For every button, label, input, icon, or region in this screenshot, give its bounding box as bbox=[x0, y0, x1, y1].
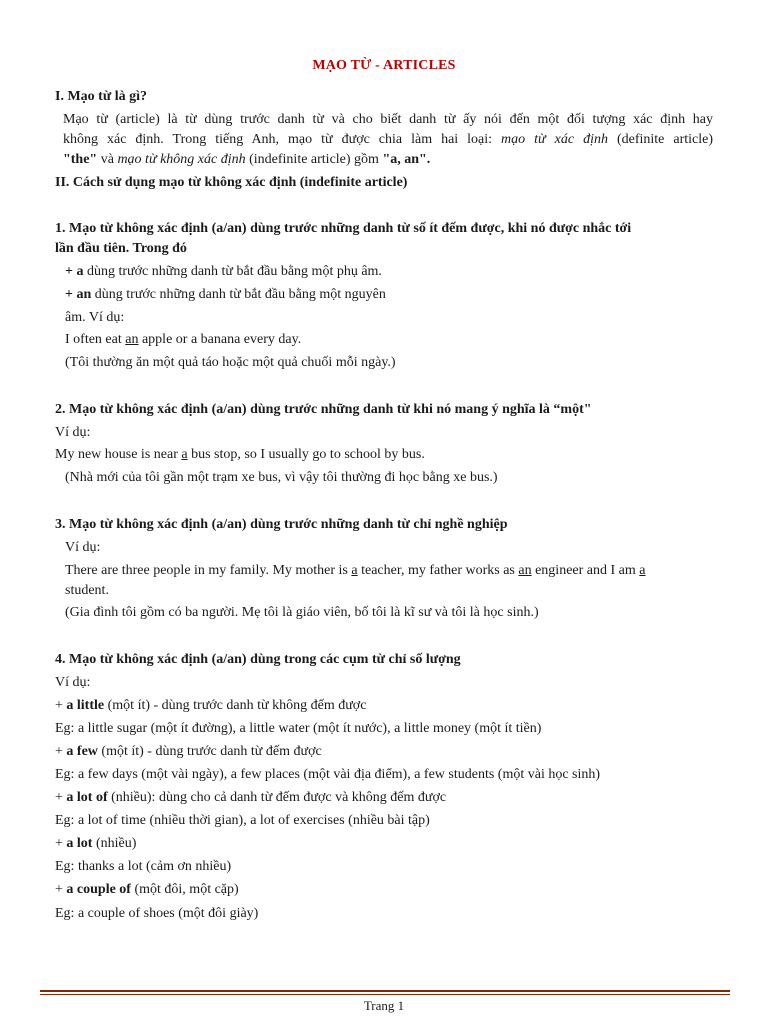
s1-paragraph-line-3: "the" và mạo từ không xác định (indefinite article) gồm "a, an". bbox=[63, 152, 431, 167]
quantity-example: Eg: a few days (một vài ngày), a few places (một vài địa điểm), a few students (một vài học sinh) bbox=[55, 767, 601, 782]
section-1-heading: I. Mạo từ là gì? bbox=[55, 89, 148, 104]
page-title: MẠO TỪ - ARTICLES bbox=[312, 58, 456, 73]
footer-divider bbox=[40, 990, 730, 992]
rule-3-example: There are three people in my family. My mother is a teacher, my father works as an engineer and I am a bbox=[65, 563, 646, 578]
page-number: Trang 1 bbox=[363, 998, 405, 1013]
rule-2-example: My new house is near a bus stop, so I usually go to school by bus. bbox=[55, 447, 425, 462]
rule-2-heading: 2. Mạo từ không xác định (a/an) dùng trước những danh từ khi nó mang ý nghĩa là “một" bbox=[55, 402, 592, 417]
quantity-example: Eg: a lot of time (nhiều thời gian), a lot of exercises (nhiều bài tập) bbox=[55, 813, 430, 828]
quantity-example: Eg: a couple of shoes (một đôi giày) bbox=[55, 906, 259, 921]
rule-1-heading-line-1: 1. Mạo từ không xác định (a/an) dùng trước những danh từ số ít đếm được, khi nó được nhắc tới bbox=[55, 221, 632, 236]
quantity-item: + a few (một ít) - dùng trước danh từ đếm được bbox=[55, 744, 322, 759]
section-2-heading: II. Cách sử dụng mạo từ không xác định (indefinite article) bbox=[55, 175, 408, 190]
footer-divider-thin bbox=[40, 994, 730, 995]
quantity-example: Eg: thanks a lot (cảm ơn nhiều) bbox=[55, 859, 232, 874]
rule-2-translation: (Nhà mới của tôi gần một trạm xe bus, vì vậy tôi thường đi học bằng xe bus.) bbox=[65, 470, 498, 485]
rule-3-example-cont: student. bbox=[65, 583, 109, 598]
s1-paragraph-line-2: không xác định. Trong tiếng Anh, mạo từ được chia làm hai loại: mạo từ xác định (definite article) bbox=[63, 132, 714, 147]
quantity-item: + a couple of (một đôi, một cặp) bbox=[55, 882, 239, 897]
quantity-example: Eg: a little sugar (một ít đường), a little water (một ít nước), a little money (một ít tiền) bbox=[55, 721, 542, 736]
rule-2-example-label: Ví dụ: bbox=[55, 425, 91, 440]
rule-4-heading: 4. Mạo từ không xác định (a/an) dùng trong các cụm từ chỉ số lượng bbox=[55, 652, 461, 667]
rule-1-an-usage: + an dùng trước những danh từ bắt đầu bằng một nguyên bbox=[65, 287, 386, 302]
rule-1-translation: (Tôi thường ăn một quả táo hoặc một quả chuối mỗi ngày.) bbox=[65, 355, 396, 370]
quantity-item: + a lot (nhiều) bbox=[55, 836, 137, 851]
rule-4-example-label: Ví dụ: bbox=[55, 675, 91, 690]
rule-1-an-usage-cont: âm. Ví dụ: bbox=[65, 310, 125, 325]
rule-3-example-label: Ví dụ: bbox=[65, 540, 101, 555]
rule-1-a-usage: + a dùng trước những danh từ bắt đầu bằng một phụ âm. bbox=[65, 264, 382, 279]
rule-1-example: I often eat an apple or a banana every day. bbox=[65, 332, 302, 347]
quantity-item: + a lot of (nhiều): dùng cho cả danh từ đếm được và không đếm được bbox=[55, 790, 447, 805]
s1-paragraph-line-1: Mạo từ (article) là từ dùng trước danh từ và cho biết danh từ ấy nói đến một đối tượng xác định hay bbox=[63, 112, 713, 127]
quantity-item: + a little (một ít) - dùng trước danh từ không đếm được bbox=[55, 698, 367, 713]
rule-1-heading-line-2: lần đầu tiên. Trong đó bbox=[55, 241, 187, 256]
rule-3-heading: 3. Mạo từ không xác định (a/an) dùng trước những danh từ chỉ nghề nghiệp bbox=[55, 517, 508, 532]
rule-3-translation: (Gia đình tôi gồm có ba người. Mẹ tôi là giáo viên, bố tôi là kĩ sư và tôi là học sinh.) bbox=[65, 605, 539, 620]
